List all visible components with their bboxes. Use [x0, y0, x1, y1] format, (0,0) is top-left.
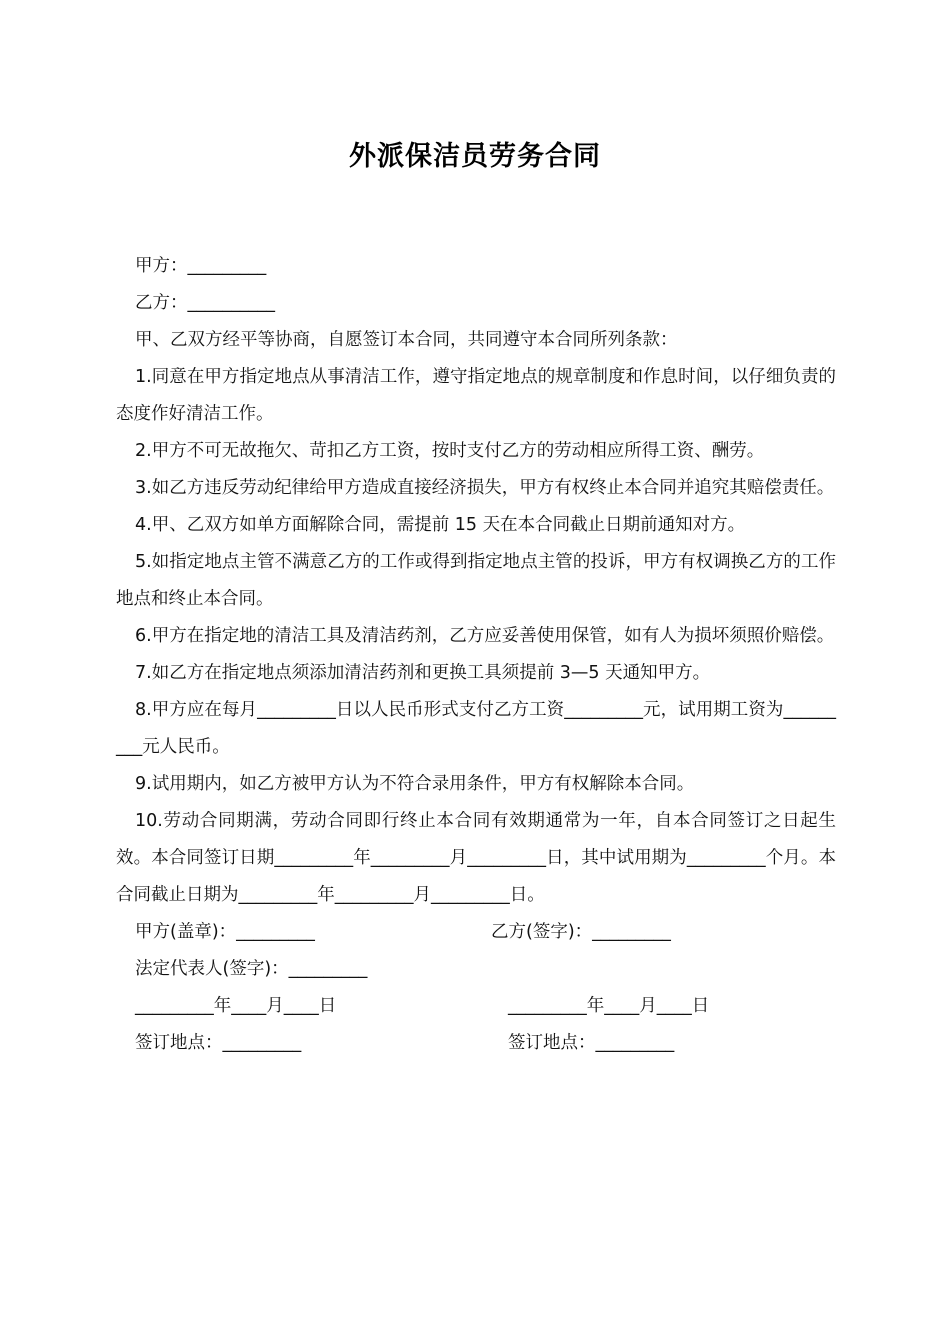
page-title: 外派保洁员劳务合同: [349, 141, 601, 172]
clause-4: 4.甲、乙双方如单方面解除合同，需提前 15 天在本合同截止日期前通知对方。: [135, 515, 746, 535]
legal-rep-field: 法定代表人(签字)：_________: [135, 959, 368, 979]
party-b-field: 乙方：__________: [135, 293, 275, 313]
clause-2: 2.甲方不可无故拖欠、苛扣乙方工资，按时支付乙方的劳动相应所得工资、酬劳。: [135, 441, 765, 461]
date-row: [116, 988, 836, 1025]
clause-10: 10.劳动合同期满，劳动合同即行终止本合同有效期通常为一年，自本合同签订之日起生效。本合同签订日期_________年_________月_________日，其中试用期为_________个月。本合同截止日期为_________年_________月_________日。: [116, 811, 836, 905]
party-b-sign-field: 乙方(签字)：_________: [491, 922, 671, 942]
party-a-field: 甲方：_________: [135, 256, 267, 276]
party-a-place-field: 签订地点：_________: [135, 1033, 302, 1053]
legal-rep-row: [116, 951, 836, 988]
party-a-seal-field: 甲方(盖章)：_________: [135, 922, 315, 942]
signature-row: [116, 914, 836, 951]
clause-7: 7.如乙方在指定地点须添加清洁药剂和更换工具须提前 3—5 天通知甲方。: [135, 663, 711, 683]
clause-6: 6.甲方在指定地的清洁工具及清洁药剂，乙方应妥善使用保管，如有人为损坏须照价赔偿。: [135, 626, 835, 646]
party-b-date-field: _________年____月____日: [508, 996, 710, 1016]
clause-8: 8.甲方应在每月_________日以人民币形式支付乙方工资_________元，试用期工资为_________元人民币。: [116, 700, 836, 757]
clause-1: 1.同意在甲方指定地点从事清洁工作，遵守指定地点的规章制度和作息时间，以仔细负责的态度作好清洁工作。: [116, 367, 836, 424]
place-row: [116, 1025, 836, 1062]
clause-5: 5.如指定地点主管不满意乙方的工作或得到指定地点主管的投诉，甲方有权调换乙方的工作地点和终止本合同。: [116, 552, 836, 609]
clause-9: 9.试用期内，如乙方被甲方认为不符合录用条件，甲方有权解除本合同。: [135, 774, 695, 794]
party-a-date-field: _________年____月____日: [135, 996, 337, 1016]
contract-body: [116, 248, 836, 1062]
clause-3: 3.如乙方违反劳动纪律给甲方造成直接经济损失，甲方有权终止本合同并追究其赔偿责任。: [135, 478, 835, 498]
party-b-place-field: 签订地点：_________: [508, 1033, 675, 1053]
contract-intro: 甲、乙双方经平等协商，自愿签订本合同，共同遵守本合同所列条款：: [135, 330, 678, 350]
